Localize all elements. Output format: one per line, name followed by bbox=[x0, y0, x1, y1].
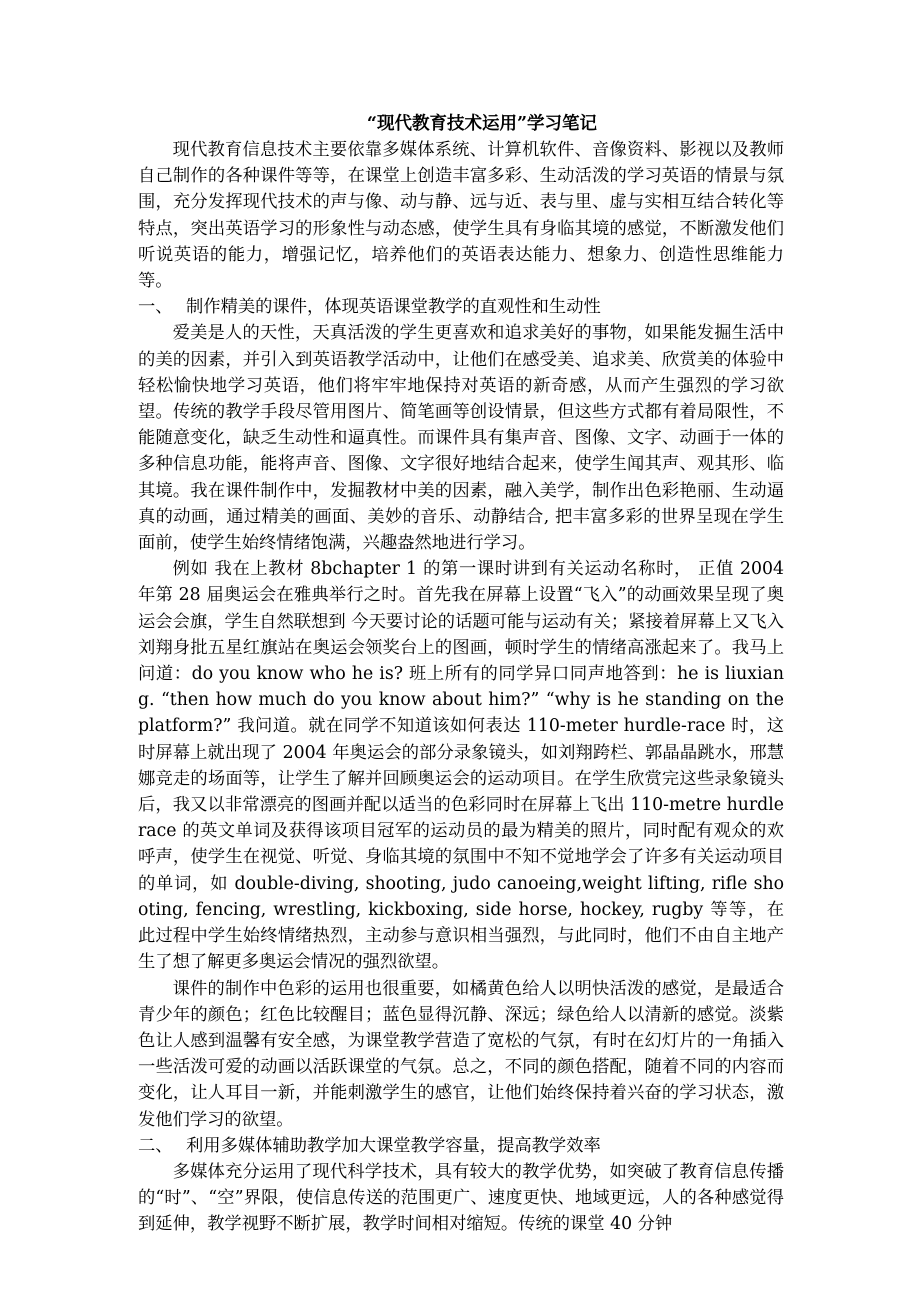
section-1-heading bbox=[138, 294, 784, 320]
section-1-number: 一、 bbox=[138, 297, 173, 318]
section-2-number: 二、 bbox=[138, 1135, 173, 1156]
section-2-heading bbox=[138, 1133, 784, 1159]
section-1-heading-text: 制作精美的课件，体现英语课堂教学的直观性和生动性 bbox=[186, 297, 601, 318]
section-2-paragraph-1: 多媒体充分运用了现代科学技术，具有较大的教学优势，如突破了教育信息传播的“时”、“空”界限，使信息传送的范围更广、速度更快、地域更远，人的各种感觉得到延伸，教学视野不断扩展，教学时间相对缩短。传统的课堂 40 分钟 bbox=[138, 1161, 784, 1235]
intro-paragraph: 现代教育信息技术主要依靠多媒体系统、计算机软件、音像资料、影视以及教师自己制作的各种课件等等，在课堂上创造丰富多彩、生动活泼的学习英语的情景与氛围，充分发挥现代技术的声与像、动与静、远与近、表与里、虚与实相互结合转化等特点，突出英语学习的形象性与动态感，使学生具有身临其境的感觉，不断激发他们听说英语的能力，增强记忆，培养他们的英语表达能力、想象力、创造性思维能力等。 bbox=[138, 140, 784, 292]
document-page bbox=[138, 111, 784, 1238]
document-title: “现代教育技术运用”学习笔记 bbox=[366, 114, 598, 134]
section-1-paragraph-2: 例如 我在上教材 8bchapter 1 的第一课时讲到有关运动名称时， 正值 2004 年第 28 届奥运会在雅典举行之时。首先我在屏幕上设置“飞入”的动画效果呈现了奥运会会旗，学生自然联想到 今天要讨论的话题可能与运动有关；紧接着屏幕上又飞入刘翔身批五星红旗站在奥运会领奖台上的图画，顿时学生的情绪高涨起来了。我马上问道：do you know who he is? 班上所有的同学异口同声地答到：he is liuxiang. “then how much do you know about him?” “why is he standing on the platform?” 我问道。就在同学不知道该如何表达 110-meter hurdle-race 时，这时屏幕上就出现了 2004 年奥运会的部分录象镜头，如刘翔跨栏、郭晶晶跳水，邢慧娜竞走的场面等，让学生了解并回顾奥运会的运动项目。在学生欣赏完这些录象镜头后，我又以非常漂亮的图画并配以适当的色彩同时在屏幕上飞出 110-metre hurdle race 的英文单词及获得该项目冠军的运动员的最为精美的照片，同时配有观众的欢呼声，使学生在视觉、听觉、身临其境的氛围中不知不觉地学会了许多有关运动项目的单词，如 double-diving, shooting, judo canoeing,weight lifting, rifle shooting, fencing, wrestling, kickboxing, side horse, hockey, rugby 等等，在此过程中学生始终情绪热烈，主动参与意识相当强烈，与此同时，他们不由自主地产生了想了解更多奥运会情况的强烈欲望。 bbox=[138, 559, 784, 973]
section-2-heading-text: 利用多媒体辅助教学加大课堂教学容量，提高教学效率 bbox=[186, 1135, 601, 1156]
section-1-paragraph-3: 课件的制作中色彩的运用也很重要，如橘黄色给人以明快活泼的感觉，是最适合青少年的颜色；红色比较醒目；蓝色显得沉静、深远；绿色给人以清新的感觉。淡紫色让人感到温馨有安全感，为课堂教学营造了宽松的气氛，有时在幻灯片的一角插入一些活泼可爱的动画以活跃课堂的气氛。总之，不同的颜色搭配，随着不同的内容而变化，让人耳目一新，并能刺激学生的感官，让他们始终保持着兴奋的学习状态，激发他们学习的欲望。 bbox=[138, 978, 784, 1130]
section-1-paragraph-1: 爱美是人的天性，天真活泼的学生更喜欢和追求美好的事物，如果能发掘生活中的美的因素，并引入到英语教学活动中，让他们在感受美、追求美、欣赏美的体验中轻松愉快地学习英语，他们将牢牢地保持对英语的新奇感，从而产生强烈的学习欲望。传统的教学手段尽管用图片、简笔画等创设情景，但这些方式都有着局限性，不能随意变化，缺乏生动性和逼真性。而课件具有集声音、图像、文字、动画于一体的多种信息功能，能将声音、图像、文字很好地结合起来，使学生闻其声、观其形、临其境。我在课件制作中，发掘教材中美的因素，融入美学，制作出色彩艳丽、生动逼真的动画，通过精美的画面、美妙的音乐、动静结合, 把丰富多彩的世界呈现在学生面前，使学生始终情绪饱满，兴趣盎然地进行学习。 bbox=[138, 323, 784, 554]
